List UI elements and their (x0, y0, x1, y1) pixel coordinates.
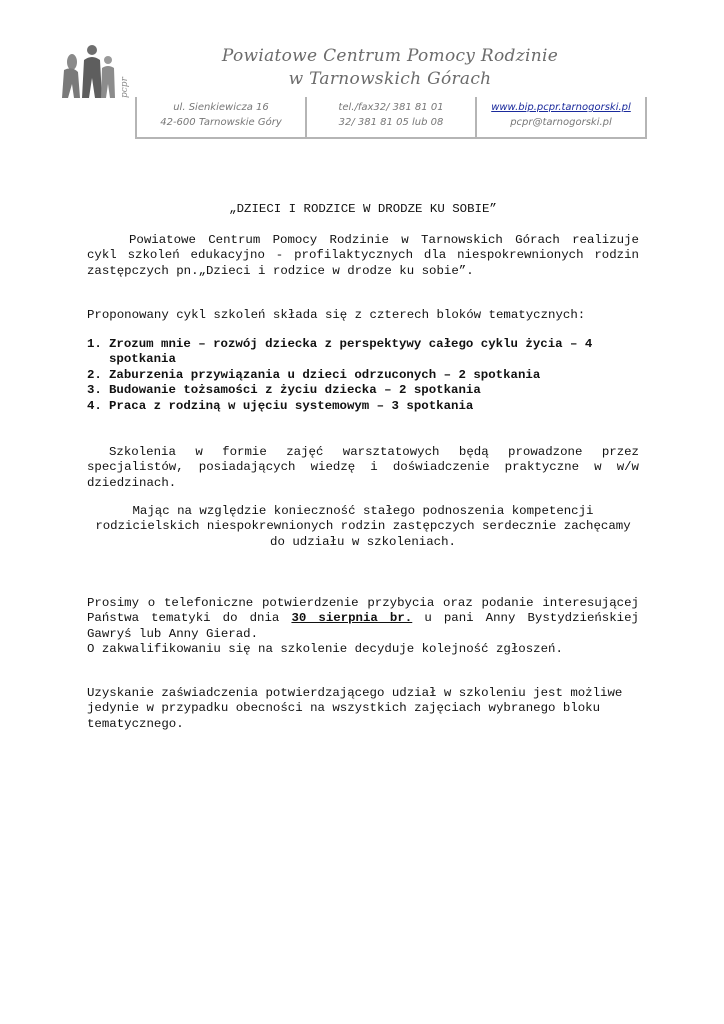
list-item (87, 399, 639, 414)
website-link[interactable]: www.bip.pcpr.tarnogorski.pl (491, 102, 631, 113)
list-item (87, 383, 639, 398)
confirmation-deadline: 30 sierpnia br. (291, 611, 413, 626)
org-name-line2: w Tarnowskich Górach (288, 69, 492, 89)
address-city: 42-600 Tarnowskie Góry (160, 117, 282, 128)
logo-text: pcpr (120, 77, 130, 98)
intro-paragraph: Powiatowe Centrum Pomocy Rodzinie w Tarnowskich Górach realizuje cykl szkoleń edukacyjno - profilaktycznych dla niespokrewnionych rodzin zastępczych pn.„Dzieci i rodzice w drodze ku sobie”. (87, 233, 639, 278)
list-item-number: 1. (87, 337, 102, 351)
phone-fax: tel./fax32/ 381 81 01 (338, 102, 444, 113)
confirmation-before: Prosimy o telefoniczne potwierdzenie przybycia oraz podanie interesującej Państwa tematyki do dnia (87, 596, 639, 626)
list-item-text: Zaburzenia przywiązania u dzieci odrzuconych – 2 spotkania (109, 367, 541, 382)
document-title: „DZIECI I RODZICE W DRODZE KU SOBIE” (229, 202, 497, 216)
blocks-intro: Proponowany cykl szkoleń składa się z czterech bloków tematycznych: (87, 308, 586, 322)
contact-box (135, 97, 647, 139)
org-name-line1: Powiatowe Centrum Pomocy Rodzinie (221, 46, 559, 66)
address-street: ul. Sienkiewicza 16 (173, 102, 269, 113)
address-block (137, 97, 305, 137)
list-item-number: 4. (87, 398, 102, 413)
thematic-blocks-list (87, 337, 639, 414)
phone-alt: 32/ 381 81 05 lub 08 (338, 117, 444, 128)
phone-block (305, 97, 475, 137)
list-item-text: Praca z rodziną w ujęciu systemowym – 3 spotkania (109, 398, 474, 413)
confirmation-paragraph (87, 596, 639, 658)
list-item-text: Zrozum mnie – rozwój dziecka z perspektywy całego cyklu życia – 4 spotkania (109, 337, 593, 367)
invitation-paragraph: Mając na względzie konieczność stałego podnoszenia kompetencji rodzicielskich niespokrewnionych rodzin zastępczych serdecznie zachęcamy do udziału w szkoleniach. (95, 504, 631, 549)
confirmation-after: u pani Anny Bystydzieńskiej Gawryś lub Anny Gierad. (87, 611, 639, 641)
workshops-paragraph: Szkolenia w formie zajęć warsztatowych będą prowadzone przez specjalistów, posiadających wiedzę i doświadczenie praktyczne w w/w dziedzinach. (87, 445, 639, 490)
list-item (87, 337, 639, 368)
list-item (87, 368, 639, 383)
email-address[interactable]: pcpr@tarnogorski.pl (510, 117, 612, 128)
qualification-note: O zakwalifikowaniu się na szkolenie decyduje kolejność zgłoszeń. (87, 642, 563, 657)
pcpr-logo (58, 40, 138, 102)
list-item-number: 3. (87, 383, 102, 398)
list-item-text: Budowanie tożsamości z życiu dziecka – 2 spotkania (109, 383, 481, 398)
confirmation-text (87, 596, 639, 642)
web-block (475, 97, 645, 137)
list-item-number: 2. (87, 367, 102, 382)
certificate-paragraph: Uzyskanie zaświadczenia potwierdzającego udział w szkoleniu jest możliwe jedynie w przypadku obecności na wszystkich zajęciach wybranego bloku tematycznego. (87, 686, 623, 731)
